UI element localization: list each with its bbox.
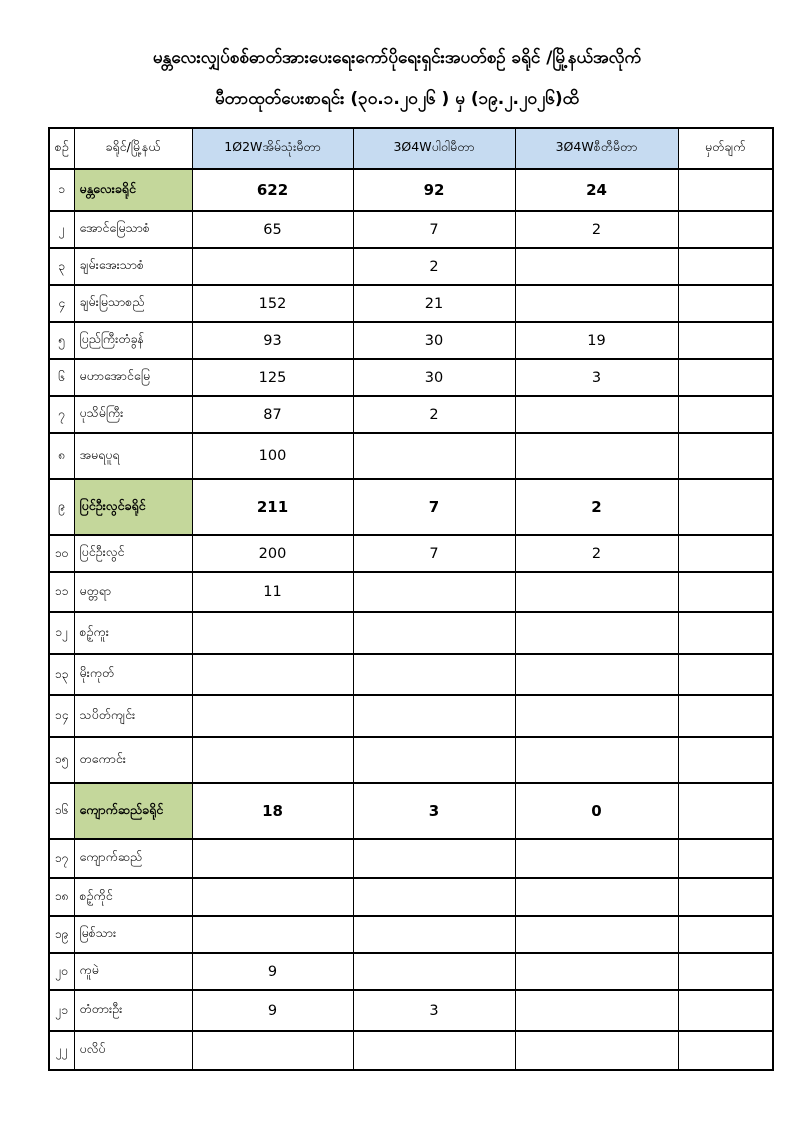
meter-table — [48, 127, 774, 1071]
township-name-cell: ကျောက်ဆည်ခရိုင် — [74, 783, 192, 839]
township-row — [49, 654, 773, 695]
power-meter-value — [353, 878, 515, 916]
township-row — [49, 737, 773, 783]
remark-cell — [678, 322, 773, 359]
household-meter-value — [192, 839, 353, 878]
remark-cell — [678, 285, 773, 322]
serial-cell: ၁၄ — [49, 695, 74, 737]
township-row — [49, 878, 773, 916]
serial-cell: ၁၇ — [49, 839, 74, 878]
household-meter-value: 65 — [192, 211, 353, 248]
serial-cell: ၈ — [49, 433, 74, 479]
power-meter-value: 7 — [353, 479, 515, 535]
header-ct-meter: 3Ø4Wစီတီမီတာ — [515, 128, 678, 169]
serial-cell: ၂ — [49, 211, 74, 248]
township-name-cell: တံတားဦး — [74, 990, 192, 1031]
serial-cell: ၁၂ — [49, 612, 74, 654]
township-row — [49, 322, 773, 359]
township-name-cell: သပိတ်ကျင်း — [74, 695, 192, 737]
power-meter-value: 3 — [353, 990, 515, 1031]
ct-meter-value: 2 — [515, 479, 678, 535]
household-meter-value: 93 — [192, 322, 353, 359]
power-meter-value: 30 — [353, 322, 515, 359]
serial-cell: ၁၈ — [49, 878, 74, 916]
township-name-cell: ကူမဲ — [74, 953, 192, 990]
remark-cell — [678, 916, 773, 953]
township-name-cell: စဉ့်ကူး — [74, 612, 192, 654]
serial-cell: ၆ — [49, 359, 74, 396]
township-row — [49, 248, 773, 285]
ct-meter-value — [515, 433, 678, 479]
remark-cell — [678, 839, 773, 878]
power-meter-value — [353, 953, 515, 990]
township-row — [49, 211, 773, 248]
township-name-cell: ပြည်ကြီးတံခွန် — [74, 322, 192, 359]
township-name-cell: မိုးကုတ် — [74, 654, 192, 695]
ct-meter-value — [515, 737, 678, 783]
power-meter-value — [353, 916, 515, 953]
power-meter-value — [353, 433, 515, 479]
header-remark: မှတ်ချက် — [678, 128, 773, 169]
ct-meter-value — [515, 654, 678, 695]
table-body — [49, 169, 773, 1070]
serial-cell: ၁၁ — [49, 572, 74, 612]
serial-cell: ၁၆ — [49, 783, 74, 839]
ct-meter-value: 0 — [515, 783, 678, 839]
remark-cell — [678, 169, 773, 211]
ct-meter-value — [515, 396, 678, 433]
district-row — [49, 169, 773, 211]
remark-cell — [678, 248, 773, 285]
ct-meter-value: 3 — [515, 359, 678, 396]
serial-cell: ၁၉ — [49, 916, 74, 953]
remark-cell — [678, 953, 773, 990]
power-meter-value: 21 — [353, 285, 515, 322]
power-meter-value: 7 — [353, 211, 515, 248]
household-meter-value — [192, 1031, 353, 1070]
remark-cell — [678, 695, 773, 737]
township-name-cell: ချမ်းမြသာစည် — [74, 285, 192, 322]
ct-meter-value — [515, 1031, 678, 1070]
power-meter-value: 7 — [353, 535, 515, 572]
serial-cell: ၁၃ — [49, 654, 74, 695]
power-meter-value — [353, 654, 515, 695]
power-meter-value — [353, 695, 515, 737]
serial-cell: ၃ — [49, 248, 74, 285]
remark-cell — [678, 211, 773, 248]
ct-meter-value — [515, 878, 678, 916]
township-row — [49, 1031, 773, 1070]
ct-meter-value: 2 — [515, 211, 678, 248]
serial-cell: ၄ — [49, 285, 74, 322]
township-row — [49, 695, 773, 737]
township-name-cell: ချမ်းအေးသာစံ — [74, 248, 192, 285]
township-row — [49, 396, 773, 433]
ct-meter-value: 2 — [515, 535, 678, 572]
power-meter-value — [353, 612, 515, 654]
township-name-cell: အမရပူရ — [74, 433, 192, 479]
ct-meter-value — [515, 990, 678, 1031]
title-line-2: မီတာထုတ်ပေးစာရင်း (၃၀.၁.၂၀၂၆ ) မှ (၁၉.၂.၂၀၂၆)ထိ — [214, 89, 580, 109]
document-title — [0, 38, 794, 120]
remark-cell — [678, 990, 773, 1031]
township-name-cell: မန္တလေးခရိုင် — [74, 169, 192, 211]
household-meter-value: 87 — [192, 396, 353, 433]
header-power-meter: 3Ø4Wပါဝါမီတာ — [353, 128, 515, 169]
township-name-cell: အောင်မြေသာစံ — [74, 211, 192, 248]
township-name-cell: ပြင်ဦးလွင် — [74, 535, 192, 572]
household-meter-value — [192, 695, 353, 737]
serial-cell: ၂၁ — [49, 990, 74, 1031]
household-meter-value — [192, 916, 353, 953]
township-row — [49, 433, 773, 479]
remark-cell — [678, 737, 773, 783]
power-meter-value — [353, 1031, 515, 1070]
power-meter-value: 3 — [353, 783, 515, 839]
district-row — [49, 783, 773, 839]
header-district-township: ခရိုင်/မြို့နယ် — [74, 128, 192, 169]
remark-cell — [678, 612, 773, 654]
ct-meter-value — [515, 916, 678, 953]
township-row — [49, 535, 773, 572]
remark-cell — [678, 396, 773, 433]
remark-cell — [678, 479, 773, 535]
power-meter-value: 30 — [353, 359, 515, 396]
ct-meter-value — [515, 248, 678, 285]
ct-meter-value — [515, 953, 678, 990]
ct-meter-value: 19 — [515, 322, 678, 359]
remark-cell — [678, 654, 773, 695]
household-meter-value — [192, 612, 353, 654]
household-meter-value: 9 — [192, 990, 353, 1031]
township-name-cell: ကျောက်ဆည် — [74, 839, 192, 878]
township-name-cell: မဟာအောင်မြေ — [74, 359, 192, 396]
township-row — [49, 916, 773, 953]
household-meter-value — [192, 248, 353, 285]
township-name-cell: မတ္တရာ — [74, 572, 192, 612]
remark-cell — [678, 433, 773, 479]
household-meter-value: 11 — [192, 572, 353, 612]
ct-meter-value — [515, 572, 678, 612]
ct-meter-value — [515, 695, 678, 737]
remark-cell — [678, 359, 773, 396]
table-header-row — [49, 128, 773, 169]
serial-cell: ၂၂ — [49, 1031, 74, 1070]
header-household-meter: 1Ø2Wအိမ်သုံးမီတာ — [192, 128, 353, 169]
title-line-1: မန္တလေးလျှပ်စစ်ဓာတ်အားပေးရေးကော်ပိုရေးရှင်းအပတ်စဉ် ခရိုင် /မြို့နယ်အလိုက် — [152, 48, 642, 68]
household-meter-value — [192, 878, 353, 916]
township-row — [49, 990, 773, 1031]
remark-cell — [678, 535, 773, 572]
township-row — [49, 612, 773, 654]
serial-cell: ၅ — [49, 322, 74, 359]
township-row — [49, 572, 773, 612]
township-name-cell: ပုသိမ်ကြီး — [74, 396, 192, 433]
remark-cell — [678, 1031, 773, 1070]
power-meter-value: 2 — [353, 396, 515, 433]
serial-cell: ၉ — [49, 479, 74, 535]
district-row — [49, 479, 773, 535]
township-row — [49, 285, 773, 322]
power-meter-value: 2 — [353, 248, 515, 285]
household-meter-value: 211 — [192, 479, 353, 535]
ct-meter-value: 24 — [515, 169, 678, 211]
household-meter-value: 125 — [192, 359, 353, 396]
serial-cell: ၁၀ — [49, 535, 74, 572]
ct-meter-value — [515, 285, 678, 322]
township-row — [49, 839, 773, 878]
serial-cell: ၇ — [49, 396, 74, 433]
township-name-cell: ပလိပ် — [74, 1031, 192, 1070]
power-meter-value — [353, 737, 515, 783]
household-meter-value — [192, 654, 353, 695]
remark-cell — [678, 783, 773, 839]
township-name-cell: ပြင်ဦးလွင်ခရိုင် — [74, 479, 192, 535]
household-meter-value: 9 — [192, 953, 353, 990]
power-meter-value: 92 — [353, 169, 515, 211]
ct-meter-value — [515, 612, 678, 654]
household-meter-value: 152 — [192, 285, 353, 322]
ct-meter-value — [515, 839, 678, 878]
serial-cell: ၂၀ — [49, 953, 74, 990]
household-meter-value: 622 — [192, 169, 353, 211]
household-meter-value: 18 — [192, 783, 353, 839]
household-meter-value: 200 — [192, 535, 353, 572]
household-meter-value: 100 — [192, 433, 353, 479]
serial-cell: ၁ — [49, 169, 74, 211]
household-meter-value — [192, 737, 353, 783]
township-name-cell: မြစ်သား — [74, 916, 192, 953]
township-name-cell: စဉ့်ကိုင် — [74, 878, 192, 916]
power-meter-value — [353, 839, 515, 878]
township-row — [49, 359, 773, 396]
remark-cell — [678, 878, 773, 916]
header-serial: စဉ် — [49, 128, 74, 169]
remark-cell — [678, 572, 773, 612]
power-meter-value — [353, 572, 515, 612]
township-name-cell: တကောင်း — [74, 737, 192, 783]
serial-cell: ၁၅ — [49, 737, 74, 783]
township-row — [49, 953, 773, 990]
